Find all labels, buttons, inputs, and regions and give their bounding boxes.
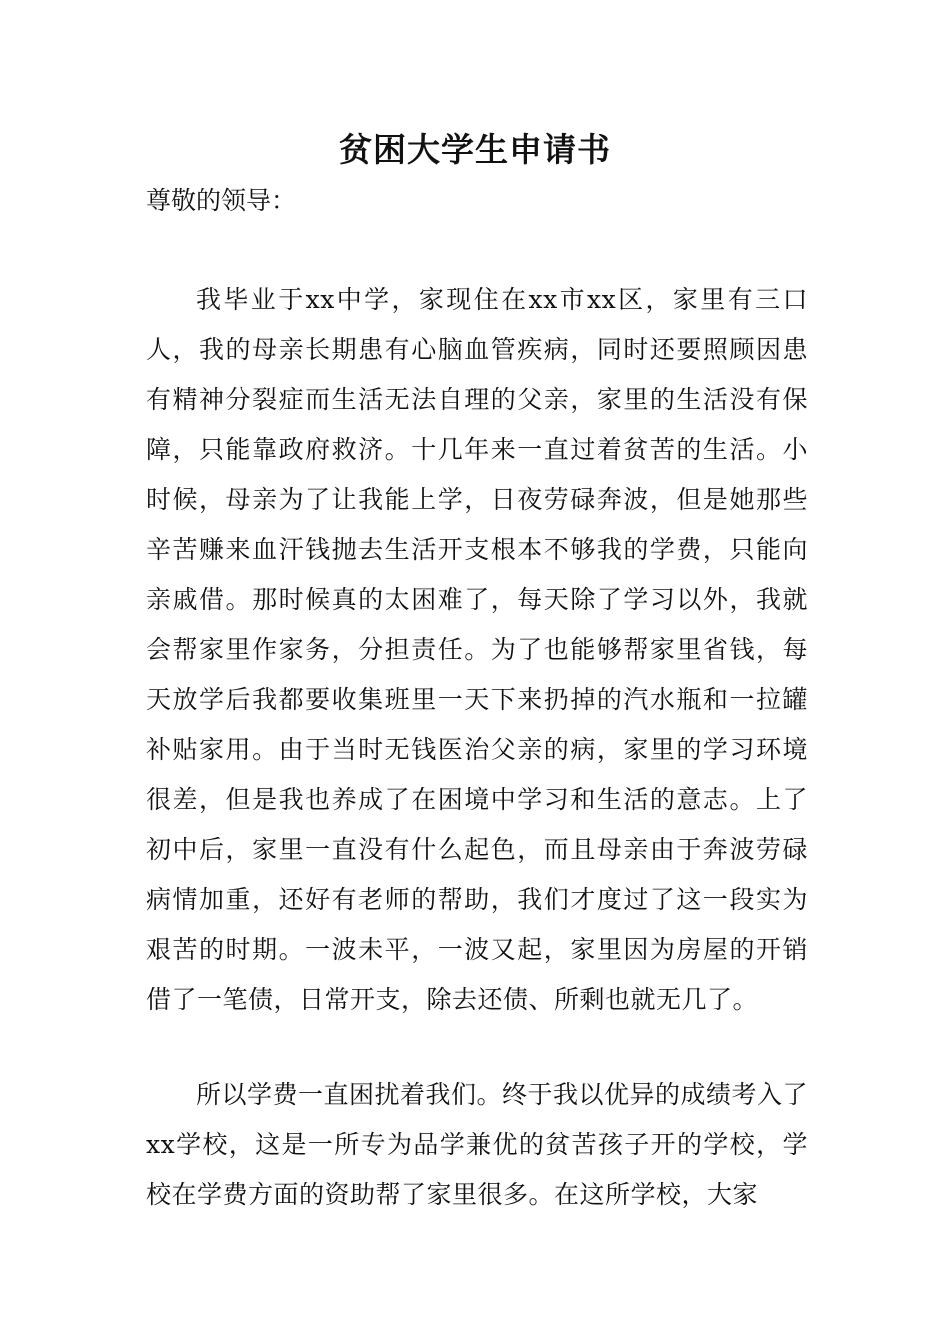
salutation: 尊敬的领导： [146, 186, 297, 215]
paragraph: 所以学费一直困扰着我们。终于我以优异的成绩考入了xx学校，这是一所专为品学兼优的贫苦孩子开的学校，学校在学费方面的资助帮了家里很多。在这所学校，大家 [146, 1080, 809, 1209]
document-title: 贫困大学生申请书 [339, 130, 611, 169]
paragraph: 我毕业于xx中学，家现住在xx市xx区，家里有三口人，我的母亲长期患有心脑血管疾病，同时还要照顾因患有精神分裂症而生活无法自理的父亲，家里的生活没有保障，只能靠政府救济。十几年来一直过着贫苦的生活。小时候，母亲为了让我能上学，日夜劳碌奔波，但是她那些辛苦赚来血汗钱抛去生活开支根本不够我的学费，只能向亲戚借。那时候真的太困难了，每天除了学习以外，我就会帮家里作家务，分担责任。为了也能够帮家里省钱，每天放学后我都要收集班里一天下来扔掉的汽水瓶和一拉罐补贴家用。由于当时无钱医治父亲的病，家里的学习环境很差，但是我也养成了在困境中学习和生活的意志。上了初中后，家里一直没有什么起色，而且母亲由于奔波劳碌病情加重，还好有老师的帮助，我们才度过了这一段实为艰苦的时期。一波未平，一波又起，家里因为房屋的开销借了一笔债，日常开支，除去还债、所剩也就无几了。 [146, 285, 808, 1014]
